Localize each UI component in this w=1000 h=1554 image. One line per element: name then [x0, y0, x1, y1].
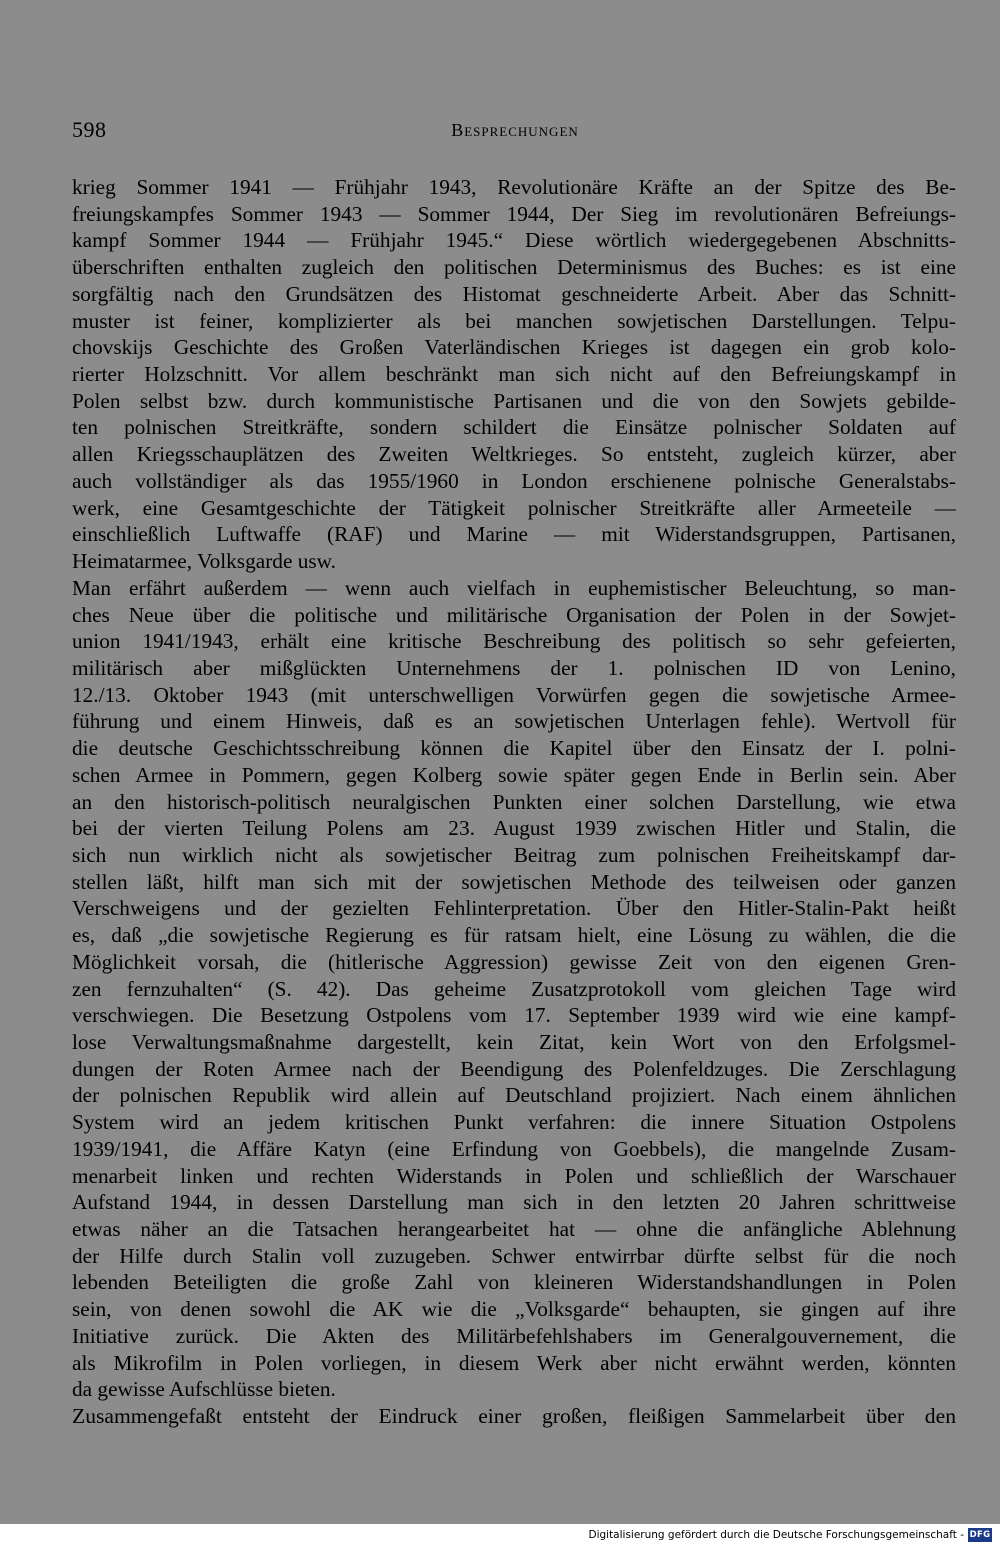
text-line: 1939/1941, die Affäre Katyn (eine Erfindung von Goebbels), die mangelnde Zusam-	[72, 1136, 956, 1161]
text-line: zen fernzuhalten“ (S. 42). Das geheime Zusatzprotokoll vom gleichen Tage wird	[72, 976, 956, 1001]
text-line: sich nun wirklich nicht als sowjetischer Beitrag zum polnischen Freiheitskampf dar-	[72, 842, 956, 867]
text-line: als Mikrofilm in Polen vorliegen, in diesem Werk aber nicht erwähnt werden, könnten	[72, 1350, 956, 1375]
text-line: chovskijs Geschichte des Großen Vaterländischen Krieges ist dagegen ein grob kolo-	[72, 335, 956, 360]
text-line: allen Kriegsschauplätzen des Zweiten Weltkrieges. So entsteht, zugleich kürzer, aber	[72, 442, 956, 467]
text-line: auch vollständiger als das 1955/1960 in London erschienene polnische Generalstabs-	[72, 468, 956, 493]
paragraph-end-line: da gewisse Aufschlüsse bieten.	[72, 1377, 336, 1402]
text-line: kampf Sommer 1944 — Frühjahr 1945.“ Diese wörtlich wiedergegebenen Abschnitts-	[72, 228, 956, 253]
text-line: Zusammengefaßt entsteht der Eindruck einer großen, fleißigen Sammelarbeit über den	[72, 1404, 956, 1429]
text-line: ches Neue über die politische und militärische Organisation der Polen in der Sowjet-	[72, 602, 956, 627]
text-line: lebenden Beteiligten die große Zahl von kleineren Widerstandshandlungen in Polen	[72, 1270, 956, 1295]
text-line: sein, von denen sowohl die AK wie die „Volksgarde“ behaupten, sie gingen auf ihre	[72, 1297, 956, 1322]
text-line: verschwiegen. Die Besetzung Ostpolens vom 17. September 1939 wird wie eine kampf-	[72, 1003, 956, 1028]
text-line: schen Armee in Pommern, gegen Kolberg sowie später gegen Ende in Berlin sein. Aber	[72, 762, 956, 787]
text-line: die deutsche Geschichtsschreibung können die Kapitel über den Einsatz der I. polni-	[72, 736, 956, 761]
text-line: rierter Holzschnitt. Vor allem beschränkt man sich nicht auf den Befreiungskampf in	[72, 362, 956, 387]
funding-note: Digitalisierung gefördert durch die Deutsche Forschungsgemeinschaft -	[588, 1529, 964, 1541]
text-line: einschließlich Luftwaffe (RAF) und Marine — mit Widerstandsgruppen, Partisanen,	[72, 522, 956, 547]
text-line: führung und einem Hinweis, daß es an sowjetischen Unterlagen fehle). Wertvoll für	[72, 709, 956, 734]
dfg-logo: DFG	[969, 1530, 991, 1540]
text-line: militärisch aber mißglückten Unternehmens der 1. polnischen ID von Lenino,	[72, 655, 956, 680]
text-line: freiungskampfes Sommer 1943 — Sommer 1944, Der Sieg im revolutionären Befreiungs-	[72, 201, 956, 226]
text-line: es, daß „die sowjetische Regierung es für ratsam hielt, eine Lösung zu wählen, die die	[72, 923, 956, 948]
body-text	[72, 174, 956, 1430]
text-line: Möglichkeit vorsah, die (hitlerische Aggression) gewisse Zeit von den eigenen Gren-	[72, 949, 956, 974]
text-line: der Hilfe durch Stalin voll zuzugeben. Schwer entwirrbar dürfte selbst für die noch	[72, 1243, 956, 1268]
text-line: stellen läßt, hilft man sich mit der sowjetischen Methode des teilweisen oder ganzen	[72, 869, 956, 894]
text-line: etwas näher an die Tatsachen herangearbeitet hat — ohne die anfängliche Ablehnung	[72, 1217, 956, 1242]
text-line: menarbeit linken und rechten Widerstands in Polen und schließlich der Warschauer	[72, 1163, 956, 1188]
text-line: lose Verwaltungsmaßnahme dargestellt, kein Zitat, kein Wort von den Erfolgsmel-	[72, 1030, 956, 1054]
paragraph-end-line: Heimatarmee, Volksgarde usw.	[72, 549, 336, 574]
text-line: sorgfältig nach den Grundsätzen des Histomat geschneiderte Arbeit. Aber das Schnitt-	[72, 281, 956, 306]
text-line: überschriften enthalten zugleich den politischen Determinismus des Buches: es ist eine	[72, 255, 956, 280]
text-line: krieg Sommer 1941 — Frühjahr 1943, Revolutionäre Kräfte an der Spitze des Be-	[72, 175, 956, 199]
text-line: bei der vierten Teilung Polens am 23. August 1939 zwischen Hitler und Stalin, die	[72, 816, 956, 841]
text-line: union 1941/1943, erhält eine kritische Beschreibung des politisch so sehr gefeierten,	[72, 629, 956, 654]
text-line: System wird an jedem kritischen Punkt verfahren: die innere Situation Ostpolens	[72, 1110, 956, 1135]
text-line: Polen selbst bzw. durch kommunistische Partisanen und die von den Sowjets gebilde-	[72, 388, 956, 413]
text-line: der polnischen Republik wird allein auf Deutschland projiziert. Nach einem ähnlichen	[72, 1083, 956, 1108]
text-line: ten polnischen Streitkräfte, sondern schildert die Einsätze polnischer Soldaten auf	[72, 415, 956, 440]
text-line: an den historisch-politisch neuralgischen Punkten einer solchen Darstellung, wie etwa	[72, 789, 956, 814]
text-line: 12./13. Oktober 1943 (mit unterschwelligen Vorwürfen gegen die sowjetische Armee-	[72, 682, 956, 707]
page-number: 598	[72, 117, 107, 142]
text-line: Man erfährt außerdem — wenn auch vielfach in euphemistischer Beleuchtung, so man-	[72, 575, 956, 600]
text-line: Aufstand 1944, in dessen Darstellung man sich in den letzten 20 Jahren schrittweise	[72, 1190, 956, 1215]
text-line: dungen der Roten Armee nach der Beendigung des Polenfeldzuges. Die Zerschlagung	[72, 1056, 956, 1081]
running-head	[72, 114, 956, 146]
text-line: Verschweigens und der gezielten Fehlinterpretation. Über den Hitler-Stalin-Pakt heißt	[72, 896, 956, 921]
text-line: muster ist feiner, komplizierter als bei manchen sowjetischen Darstellungen. Telpu-	[72, 308, 956, 333]
text-line: Initiative zurück. Die Akten des Militärbefehlshabers im Generalgouvernement, die	[72, 1323, 956, 1348]
text-line: werk, eine Gesamtgeschichte der Tätigkeit polnischer Streitkräfte aller Armeeteile —	[72, 495, 956, 520]
running-head-title: Besprechungen	[451, 120, 579, 140]
